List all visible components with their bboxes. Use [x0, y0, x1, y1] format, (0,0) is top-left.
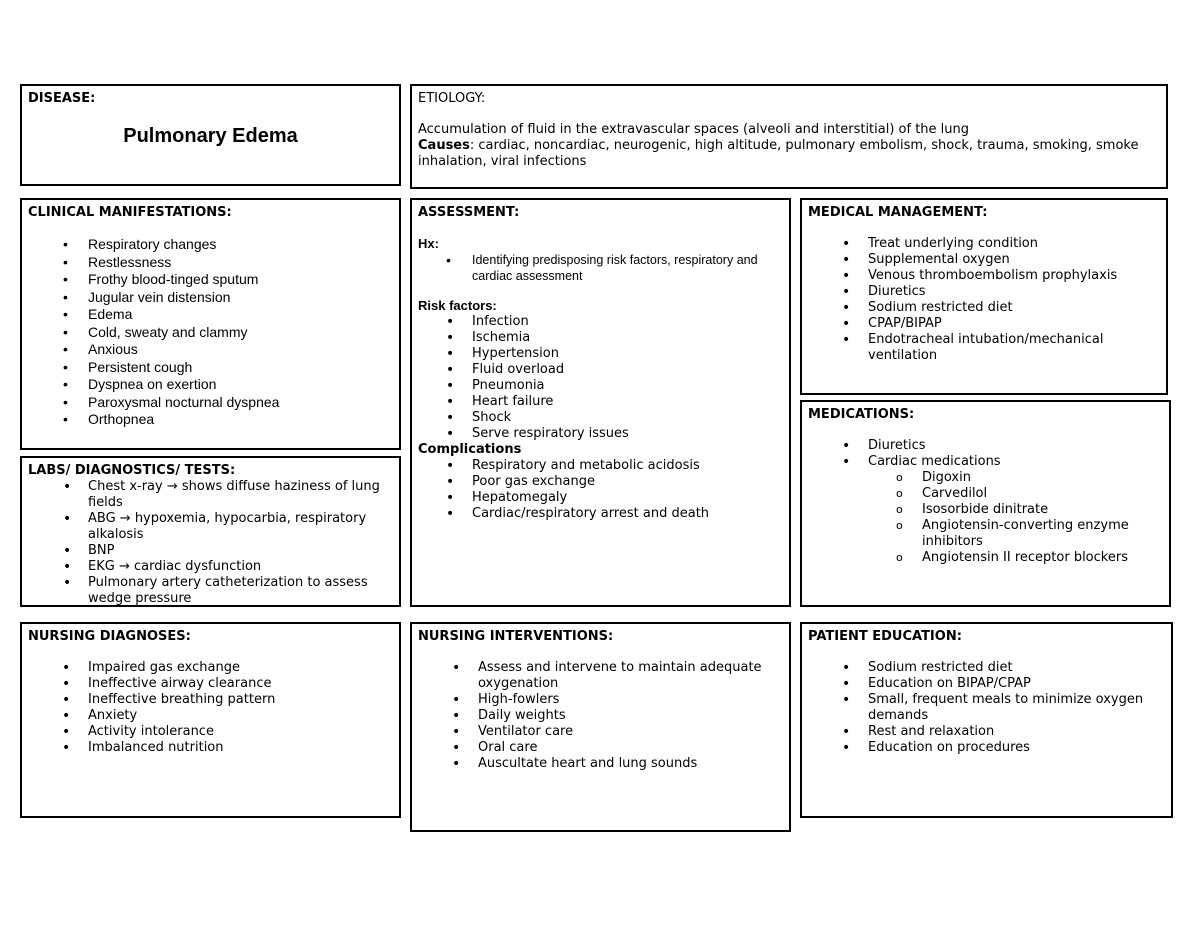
nursing-interventions-label: NURSING INTERVENTIONS:: [418, 629, 614, 644]
medical-management-list: [808, 236, 1160, 364]
hx-list: [418, 252, 783, 284]
list-item: • High-fowlers: [418, 692, 783, 708]
list-item: o Carvedilol: [808, 486, 1163, 502]
list-item: • Identifying predisposing risk factors, respiratory and cardiac assessment: [418, 252, 783, 284]
list-item: • Pneumonia: [418, 378, 783, 394]
medical-management-box: [800, 198, 1168, 395]
list-item: • Respiratory changes: [28, 236, 393, 254]
nursing-interventions-box: [410, 622, 791, 832]
list-item: • Small, frequent meals to minimize oxygen demands: [808, 692, 1165, 724]
list-item: • Ineffective breathing pattern: [28, 692, 393, 708]
list-item: • Fluid overload: [418, 362, 783, 378]
etiology-text: Accumulation of fluid in the extravascular spaces (alveoli and interstitial) of the lung: [418, 122, 970, 137]
medications-box: [800, 400, 1171, 607]
list-item: • Chest x-ray → shows diffuse haziness of lung fields: [28, 479, 393, 511]
list-item: • Oral care: [418, 740, 783, 756]
nursing-diagnoses-label: NURSING DIAGNOSES:: [28, 629, 191, 644]
list-item: • Hypertension: [418, 346, 783, 362]
causes-label: Causes: [418, 138, 470, 153]
list-item: o Isosorbide dinitrate: [808, 502, 1163, 518]
list-item: • Daily weights: [418, 708, 783, 724]
patient-education-label: PATIENT EDUCATION:: [808, 629, 962, 644]
list-item: • Auscultate heart and lung sounds: [418, 756, 783, 772]
list-item: • Ineffective airway clearance: [28, 676, 393, 692]
medications-label: MEDICATIONS:: [808, 407, 915, 422]
assessment-box: [410, 198, 791, 607]
labs-label: LABS/ DIAGNOSTICS/ TESTS:: [28, 463, 236, 478]
list-item: • Sodium restricted diet: [808, 660, 1165, 676]
list-item: • Paroxysmal nocturnal dyspnea: [28, 394, 393, 412]
list-item: • Sodium restricted diet: [808, 300, 1160, 316]
list-item: • Anxiety: [28, 708, 393, 724]
list-item: • Restlessness: [28, 254, 393, 272]
list-item: • Heart failure: [418, 394, 783, 410]
causes-text: : cardiac, noncardiac, neurogenic, high altitude, pulmonary embolism, shock, trauma, smoking, smoke inhalation, viral infections: [418, 138, 1139, 169]
list-item: • Supplemental oxygen: [808, 252, 1160, 268]
nursing-diagnoses-list: [28, 660, 393, 756]
list-item: o Digoxin: [808, 470, 1163, 486]
list-item: • Imbalanced nutrition: [28, 740, 393, 756]
list-item: • Respiratory and metabolic acidosis: [418, 458, 783, 474]
etiology-causes: [418, 138, 1160, 170]
assessment-label: ASSESSMENT:: [418, 205, 520, 220]
list-item: • Infection: [418, 314, 783, 330]
list-item: • Impaired gas exchange: [28, 660, 393, 676]
list-item: • Activity intolerance: [28, 724, 393, 740]
patient-education-list: [808, 660, 1165, 756]
list-item: • Dyspnea on exertion: [28, 376, 393, 394]
list-item: • Treat underlying condition: [808, 236, 1160, 252]
medical-management-label: MEDICAL MANAGEMENT:: [808, 205, 988, 220]
etiology-label: ETIOLOGY:: [418, 91, 486, 106]
disease-title: Pulmonary Edema: [123, 125, 298, 147]
list-item: • Ischemia: [418, 330, 783, 346]
list-item: • Venous thromboembolism prophylaxis: [808, 268, 1160, 284]
list-item: • Cardiac/respiratory arrest and death: [418, 506, 783, 522]
hx-label: Hx:: [418, 236, 439, 251]
patient-education-box: [800, 622, 1173, 818]
clinical-list: [28, 236, 393, 429]
list-item: • Anxious: [28, 341, 393, 359]
etiology-box: [410, 84, 1168, 189]
list-item: • Hepatomegaly: [418, 490, 783, 506]
complications-label: Complications: [418, 442, 522, 457]
list-item: • Rest and relaxation: [808, 724, 1165, 740]
list-item: • Education on BIPAP/CPAP: [808, 676, 1165, 692]
list-item: • Education on procedures: [808, 740, 1165, 756]
list-item: • Shock: [418, 410, 783, 426]
list-item: • Serve respiratory issues: [418, 426, 783, 442]
cardiac-medications-list: [808, 470, 1163, 566]
risk-factors-label: Risk factors:: [418, 298, 497, 313]
clinical-label: CLINICAL MANIFESTATIONS:: [28, 205, 232, 220]
list-item: • Cardiac medications: [808, 454, 1163, 470]
medications-list: [808, 438, 1163, 470]
list-item: o Angiotensin-converting enzyme inhibitors: [808, 518, 1163, 550]
list-item: • Pulmonary artery catheterization to assess wedge pressure: [28, 575, 393, 607]
disease-label: DISEASE:: [28, 91, 96, 106]
list-item: • Cold, sweaty and clammy: [28, 324, 393, 342]
list-item: • EKG → cardiac dysfunction: [28, 559, 393, 575]
list-item: • Jugular vein distension: [28, 289, 393, 307]
disease-box: [20, 84, 401, 186]
labs-list: [28, 479, 393, 607]
list-item: • Edema: [28, 306, 393, 324]
risk-factors-list: [418, 314, 783, 442]
list-item: • Diuretics: [808, 284, 1160, 300]
list-item: o Angiotensin II receptor blockers: [808, 550, 1163, 566]
list-item: • Poor gas exchange: [418, 474, 783, 490]
list-item: • Endotracheal intubation/mechanical ventilation: [808, 332, 1160, 364]
nursing-diagnoses-box: [20, 622, 401, 818]
list-item: • Diuretics: [808, 438, 1163, 454]
list-item: • CPAP/BIPAP: [808, 316, 1160, 332]
list-item: • Ventilator care: [418, 724, 783, 740]
clinical-manifestations-box: [20, 198, 401, 450]
complications-list: [418, 458, 783, 522]
list-item: • Frothy blood-tinged sputum: [28, 271, 393, 289]
list-item: • BNP: [28, 543, 393, 559]
nursing-interventions-list: [418, 660, 783, 772]
list-item: • Orthopnea: [28, 411, 393, 429]
list-item: • Persistent cough: [28, 359, 393, 377]
list-item: • Assess and intervene to maintain adequate oxygenation: [418, 660, 783, 692]
labs-box: [20, 456, 401, 607]
list-item: • ABG → hypoxemia, hypocarbia, respiratory alkalosis: [28, 511, 393, 543]
